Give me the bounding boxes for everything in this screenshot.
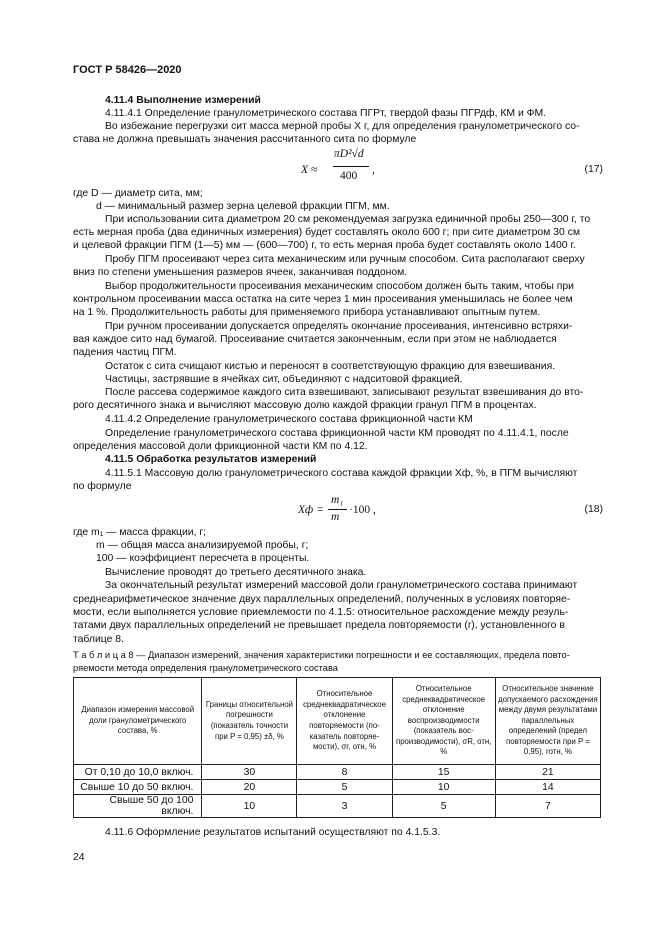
formula-18-denominator: m	[331, 511, 340, 523]
where-line: 100 — коэффициент пересчета в проценты.	[96, 553, 310, 564]
paragraph: среднеарифметическое значение двух параллельных определений, полученных в условиях повторяе-	[73, 594, 571, 605]
paragraph: татами двух параллельных определений не превышает предела повторяемости (r), установленного в	[73, 620, 565, 631]
paragraph: При ручном просеивании допускается определять окончание просеивания, интенсивно встряхи-	[105, 321, 573, 332]
paragraph: При использовании сита диаметром 20 см рекомендуемая загрузка единичной пробы 250—300 г, то	[105, 214, 591, 225]
table-cell: 14	[495, 780, 600, 795]
paragraph: Остаток с сита счищают кистью и переносят в соответствующую фракцию для взвешивания.	[105, 361, 556, 372]
section-heading-4-11-5: 4.11.5 Обработка результатов измерений	[105, 454, 317, 465]
formula-18-tail: ·100 ,	[349, 504, 376, 516]
paragraph: 4.11.6 Оформление результатов испытаний осуществляют по 4.1.5.3.	[105, 827, 441, 838]
table-header-cell: Относительное среднеквадратическое отклонение воспроизводимости (показатель воспроизводимости), σR, отн, %	[392, 678, 495, 765]
paragraph: вая каждое сито над бумагой. Просеивание считается законченным, если при этом не наблюдается	[73, 334, 557, 345]
table-cell: 20	[202, 780, 297, 795]
table-cell: 10	[202, 795, 297, 818]
paragraph: Пробу ПГМ просеивают через сита механическим или ручным способом. Сита располагают сверху	[105, 254, 585, 265]
section-heading-4-11-4: 4.11.4 Выполнение измерений	[105, 95, 261, 106]
paragraph: 4.11.5.1 Массовую долю гранулометрического состава каждой фракции Xф, %, в ПГМ вычисляют	[105, 468, 578, 479]
paragraph: контрольном просеивании масса остатка на сите через 1 мин просеивания уменьшилась не более чем	[73, 294, 573, 305]
table-cell: 15	[392, 765, 495, 780]
table-cell: Свыше 50 до 100 включ.	[74, 795, 202, 818]
paragraph: Выбор продолжительности просеивания механическим способом должен быть таким, чтобы при	[105, 281, 574, 292]
table-header-cell: Границы относительной погрешности (показатель точности при P = 0,95) ±δ, %	[202, 678, 297, 765]
paragraph: вниз по степени уменьшения размеров ячеек, заканчивая поддоном.	[73, 267, 408, 278]
equation-number-17: (17)	[584, 164, 603, 175]
table-row	[74, 765, 601, 780]
paragraph: Определение гранулометрического состава фрикционной части КМ проводят по 4.11.4.1, после	[105, 428, 569, 439]
fraction-bar	[333, 166, 369, 167]
paragraph: За окончательный результат измерений массовой доли гранулометрического состава принимают	[105, 580, 578, 591]
table-caption: ряемости метода определения гранулометрического состава	[73, 663, 338, 673]
formula-18-lhs: Xф =	[298, 504, 324, 516]
paragraph: После рассева содержимое каждого сита взвешивают, записывают результат взвешивания до вто-	[105, 387, 584, 398]
paragraph: определения массовой доли фрикционной части КМ по 4.12.	[73, 441, 368, 452]
formula-17-denominator: 400	[340, 170, 358, 182]
paragraph: мости, если выполняется условие приемлемости по 4.1.5: относительное расхождение между резуль-	[73, 607, 569, 618]
paragraph: става не должна превышать значения рассчитанного сита по формуле	[73, 134, 417, 145]
table-row	[74, 795, 601, 818]
paragraph: 4.11.4.1 Определение гранулометрического состава ПГРт, твердой фазы ПГРдф, КМ и ФМ.	[105, 108, 547, 119]
paragraph: Во избежание перегрузки сит масса мерной пробы X г, для определения гранулометрического со-	[105, 121, 580, 132]
table-cell: 21	[495, 765, 600, 780]
where-line: m — общая масса анализируемой пробы, г;	[96, 540, 309, 551]
where-line: d — минимальный размер зерна целевой фракции ПГМ, мм.	[96, 201, 390, 212]
where-line: где D — диаметр сита, мм;	[73, 188, 203, 199]
paragraph: и целевой фракции ПГМ (1—5) мм — (600—700) г, то есть мерная проба будет составлять около 1400 г.	[73, 240, 576, 251]
formula-17-comma: ,	[372, 164, 375, 176]
table-cell: 3	[297, 795, 392, 818]
formula-17-numerator: πD²√d	[334, 148, 364, 160]
page-number: 24	[73, 852, 85, 863]
paragraph: падения частиц ПГМ.	[73, 347, 177, 358]
paragraph: Частицы, застрявшие в ячейках сит, объединяют с надситовой фракцией.	[105, 374, 463, 385]
formula-17-lhs: X ≈	[301, 164, 318, 176]
paragraph: на 1 %. Продолжительность работы для применяемого прибора устанавливают опытным путем.	[73, 307, 541, 318]
table-header-cell: Относительное значение допускаемого расхождения между двумя результатами параллельных определений (предел повторяемости при P = 0,95), rотн, %	[495, 678, 600, 765]
table-row	[74, 780, 601, 795]
paragraph: рого десятичного знака и вычисляют массовую долю каждой фракции гранул ПГМ в процентах.	[73, 400, 537, 411]
table-cell: 30	[202, 765, 297, 780]
formula-18-numerator: m₁	[331, 494, 344, 506]
table-header-cell: Диапазон измерения массовой доли гранулометрического состава, %	[74, 678, 202, 765]
table-cell: Свыше 10 до 50 включ.	[74, 780, 202, 795]
table-cell: 8	[297, 765, 392, 780]
table-cell: 5	[297, 780, 392, 795]
table-cell: 5	[392, 795, 495, 818]
table-header-cell: Относительное среднеквадратическое отклонение повторяемости (показатель повторяемости), σr, отн, %	[297, 678, 392, 765]
table-cell: 10	[392, 780, 495, 795]
where-line: где m₁ — масса фракции, г;	[73, 527, 207, 538]
table-caption: Т а б л и ц а 8 — Диапазон измерений, значения характеристики погрешности и ее составляющих, предела повто-	[73, 650, 570, 660]
paragraph: есть мерная проба (два единичных измерения) будет составлять около 600 г; при сите диаметром 30 см	[73, 227, 580, 238]
table-cell: 7	[495, 795, 600, 818]
paragraph: 4.11.4.2 Определение гранулометрического состава фрикционной части КМ	[105, 414, 473, 425]
fraction-bar	[328, 509, 347, 510]
document-header: ГОСТ Р 58426—2020	[73, 64, 182, 76]
paragraph: таблице 8.	[73, 634, 124, 645]
paragraph: по формуле	[73, 481, 132, 492]
paragraph: Вычисление проводят до третьего десятичного знака.	[105, 567, 367, 578]
equation-number-18: (18)	[584, 504, 603, 515]
table-8	[73, 677, 601, 818]
table-cell: От 0,10 до 10,0 включ.	[74, 765, 202, 780]
